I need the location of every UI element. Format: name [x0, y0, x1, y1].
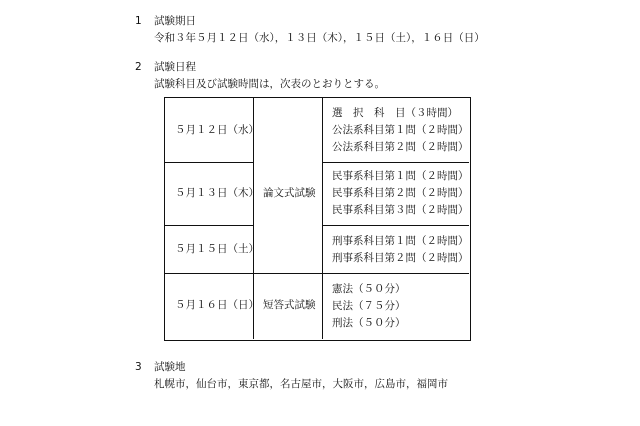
date-cell: ５月１２日（水）	[175, 124, 259, 136]
subject-line: 憲法（５０分）	[332, 283, 406, 295]
subject-line: 民事系科目第１問（２時間）	[332, 170, 469, 182]
date-cell: ５月１５日（土）	[175, 243, 259, 255]
table-divider-subject	[322, 98, 323, 339]
subject-line: 公法系科目第２問（２時間）	[332, 141, 469, 153]
subject-line: 刑法（５０分）	[332, 317, 406, 329]
row-separator	[322, 225, 469, 226]
subject-line: 刑事系科目第１問（２時間）	[332, 235, 469, 247]
exam-schedule-table	[164, 97, 471, 341]
section-2-title: 試験日程	[154, 61, 196, 73]
row-separator	[165, 273, 469, 274]
section-3-title: 試験地	[154, 361, 186, 373]
section-1-title: 試験期日	[154, 15, 196, 27]
row-separator	[165, 225, 253, 226]
section-3-number: 3	[135, 361, 142, 373]
section-2-number: 2	[135, 61, 142, 73]
section-2-body: 試験科目及び試験時間は，次表のとおりとする。	[154, 78, 385, 90]
exam-type-essay: 論文式試験	[263, 187, 316, 199]
subject-line: 民事系科目第３問（２時間）	[332, 204, 469, 216]
date-cell: ５月１６日（日）	[175, 299, 259, 311]
row-separator	[322, 162, 469, 163]
subject-line: 選 択 科 目（３時間）	[332, 107, 458, 119]
subject-line: 公法系科目第１問（２時間）	[332, 124, 469, 136]
row-separator	[165, 162, 253, 163]
subject-line: 刑事系科目第２問（２時間）	[332, 252, 469, 264]
section-1-body: 令和３年５月１２日（水），１３日（木），１５日（土），１６日（日）	[154, 32, 485, 44]
section-3-body: 札幌市，仙台市，東京都，名古屋市，大阪市，広島市，福岡市	[154, 378, 448, 390]
subject-line: 民法（７５分）	[332, 300, 406, 312]
section-1-number: 1	[135, 15, 142, 27]
subject-line: 民事系科目第２問（２時間）	[332, 187, 469, 199]
exam-type-short-answer: 短答式試験	[263, 299, 316, 311]
date-cell: ５月１３日（木）	[175, 187, 259, 199]
